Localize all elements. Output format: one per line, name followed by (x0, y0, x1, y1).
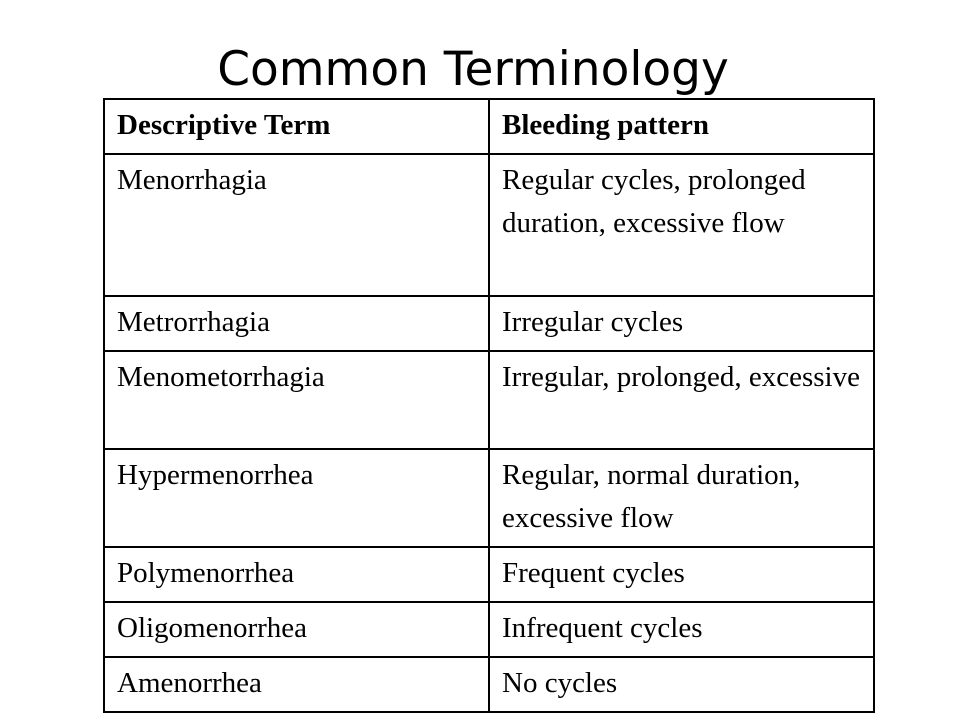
pattern-cell: No cycles (489, 657, 874, 712)
pattern-cell: Infrequent cycles (489, 602, 874, 657)
slide-title: Common Terminology (217, 42, 729, 97)
term-cell: Metrorrhagia (104, 296, 489, 351)
term-cell: Polymenorrhea (104, 547, 489, 602)
table-row (104, 547, 874, 602)
terminology-table (103, 98, 875, 713)
pattern-cell: Regular cycles, prolonged duration, excessive flow (489, 154, 874, 296)
table-header-row (104, 99, 874, 154)
table-row (104, 449, 874, 547)
table-row (104, 351, 874, 449)
term-cell: Amenorrhea (104, 657, 489, 712)
column-header-bleeding-pattern: Bleeding pattern (489, 99, 874, 154)
column-header-descriptive-term: Descriptive Term (104, 99, 489, 154)
pattern-cell: Irregular cycles (489, 296, 874, 351)
pattern-cell: Frequent cycles (489, 547, 874, 602)
table-row (104, 602, 874, 657)
pattern-cell: Irregular, prolonged, excessive (489, 351, 874, 449)
term-cell: Menorrhagia (104, 154, 489, 296)
table-row (104, 657, 874, 712)
table-row (104, 296, 874, 351)
term-cell: Menometorrhagia (104, 351, 489, 449)
table-row (104, 154, 874, 296)
pattern-cell: Regular, normal duration, excessive flow (489, 449, 874, 547)
term-cell: Hypermenorrhea (104, 449, 489, 547)
term-cell: Oligomenorrhea (104, 602, 489, 657)
